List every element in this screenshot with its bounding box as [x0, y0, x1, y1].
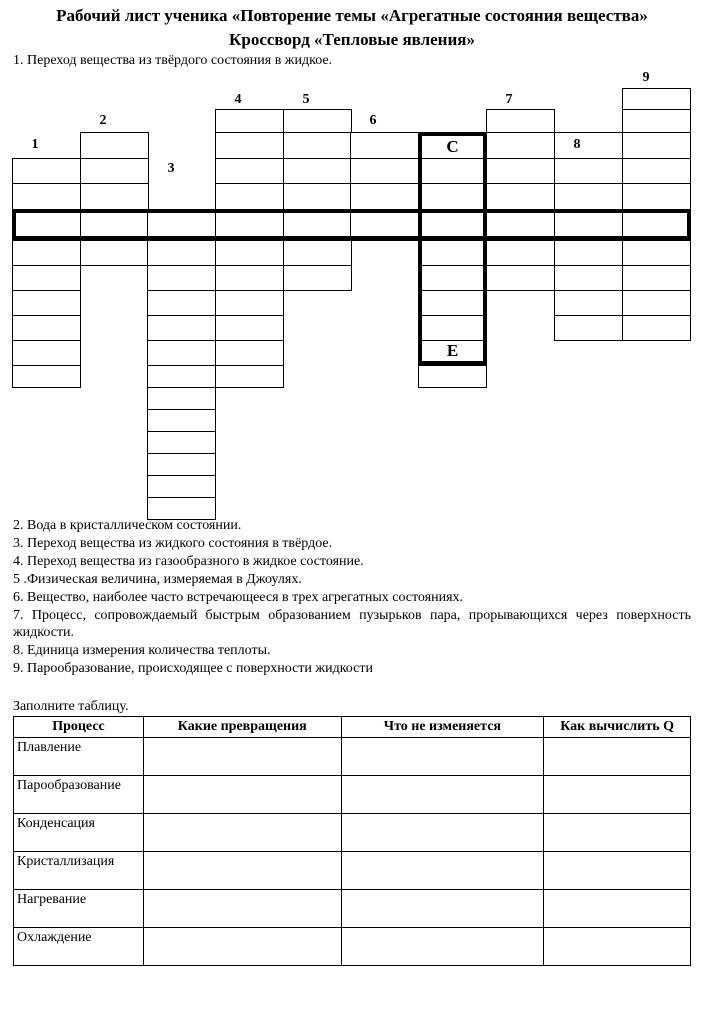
answer-cell[interactable] [544, 890, 691, 928]
answer-cell[interactable] [341, 738, 544, 776]
process-name: Кристаллизация [14, 852, 144, 890]
processes-table [13, 716, 691, 966]
crossword-cell[interactable] [486, 265, 555, 291]
crossword-cell[interactable] [147, 315, 216, 341]
table-row [14, 928, 691, 966]
crossword-cell[interactable] [80, 240, 149, 266]
crossword-title: Кроссворд «Тепловые явления» [229, 30, 475, 49]
crossword-cell[interactable] [12, 265, 81, 291]
answer-cell[interactable] [544, 776, 691, 814]
crossword-cell[interactable] [486, 158, 555, 184]
word-number-2: 2 [99, 113, 107, 128]
crossword-cell[interactable] [486, 183, 555, 210]
answer-cell[interactable] [341, 852, 544, 890]
process-name: Нагревание [14, 890, 144, 928]
crossword-cell[interactable] [350, 183, 419, 210]
crossword-cell[interactable] [283, 240, 352, 266]
crossword-cell[interactable] [215, 132, 284, 159]
crossword-cell[interactable] [80, 132, 149, 159]
given-letter-top: С [446, 137, 459, 156]
word-number-6: 6 [369, 113, 377, 128]
clue-3: 3. Переход вещества из жидкого состояния в твёрдое. [13, 536, 333, 551]
table-row [14, 890, 691, 928]
crossword-cell[interactable] [622, 240, 691, 266]
answer-cell[interactable] [143, 890, 341, 928]
crossword-cell[interactable] [418, 365, 487, 388]
crossword-cell[interactable] [554, 183, 623, 210]
header-process: Процесс [14, 717, 144, 738]
crossword-cell[interactable] [147, 475, 216, 498]
process-name: Охлаждение [14, 928, 144, 966]
table-row [14, 776, 691, 814]
crossword-cell[interactable] [215, 315, 284, 341]
crossword-cell[interactable] [622, 109, 691, 133]
answer-cell[interactable] [544, 852, 691, 890]
clue-8: 8. Единица измерения количества теплоты. [13, 643, 271, 658]
answer-cell[interactable] [544, 814, 691, 852]
clue-1: 1. Переход вещества из твёрдого состояния в жидкое. [13, 53, 333, 68]
clue-4: 4. Переход вещества из газообразного в жидкое состояние. [13, 554, 364, 569]
crossword-cell[interactable] [12, 290, 81, 316]
answer-cell[interactable] [341, 776, 544, 814]
given-letter-bottom: Е [446, 341, 459, 360]
crossword-cell[interactable] [215, 290, 284, 316]
crossword-cell[interactable] [147, 290, 216, 316]
crossword-cell[interactable] [554, 265, 623, 291]
crossword-cell[interactable] [283, 158, 352, 184]
table-row [14, 852, 691, 890]
crossword-cell[interactable] [350, 132, 419, 159]
header-formula-q: Как вычислить Q [544, 717, 691, 738]
header-unchanged: Что не изменяется [341, 717, 544, 738]
keyword-row-highlight [12, 209, 691, 240]
answer-cell[interactable] [544, 928, 691, 966]
crossword-cell[interactable] [147, 387, 216, 410]
answer-cell[interactable] [341, 890, 544, 928]
crossword-cell[interactable] [554, 315, 623, 341]
word-number-3: 3 [167, 161, 175, 176]
table-row [14, 814, 691, 852]
crossword-cell[interactable] [80, 158, 149, 184]
crossword-cell[interactable] [12, 240, 81, 266]
clue-6: 6. Вещество, наиболее часто встречающееся в трех агрегатных состояниях. [13, 590, 464, 605]
crossword-cell[interactable] [147, 265, 216, 291]
crossword-cell[interactable] [622, 290, 691, 316]
crossword-cell[interactable] [215, 158, 284, 184]
crossword-cell[interactable] [283, 132, 352, 159]
word-number-4: 4 [234, 92, 242, 107]
crossword-cell[interactable] [12, 183, 81, 210]
answer-cell[interactable] [143, 776, 341, 814]
table-header-row [14, 717, 691, 738]
word-number-7: 7 [505, 92, 513, 107]
crossword-cell[interactable] [147, 340, 216, 366]
crossword-cell[interactable] [215, 183, 284, 210]
word-number-1: 1 [31, 137, 39, 152]
crossword-cell[interactable] [147, 240, 216, 266]
crossword-cell[interactable] [622, 315, 691, 341]
crossword-cell[interactable] [215, 340, 284, 366]
word-number-9: 9 [642, 70, 650, 85]
answer-cell[interactable] [143, 738, 341, 776]
crossword-cell[interactable] [12, 340, 81, 366]
answer-cell[interactable] [341, 814, 544, 852]
crossword-cell[interactable] [283, 265, 352, 291]
crossword-cell[interactable] [554, 240, 623, 266]
crossword-cell[interactable] [283, 183, 352, 210]
crossword-cell[interactable] [486, 132, 555, 159]
crossword-cell[interactable] [622, 132, 691, 159]
answer-cell[interactable] [143, 852, 341, 890]
answer-cell[interactable] [544, 738, 691, 776]
crossword-cell[interactable] [147, 453, 216, 476]
crossword-cell[interactable] [80, 183, 149, 210]
crossword-cell[interactable] [12, 315, 81, 341]
keyword-column-highlight [418, 132, 487, 365]
clue-9: 9. Парообразование, происходящее с поверхности жидкости [13, 661, 373, 676]
answer-cell[interactable] [143, 814, 341, 852]
answer-cell[interactable] [143, 928, 341, 966]
process-name: Парообразование [14, 776, 144, 814]
process-name: Плавление [14, 738, 144, 776]
worksheet-title: Рабочий лист ученика «Повторение темы «Агрегатные состояния вещества» [56, 6, 648, 25]
crossword-cell[interactable] [283, 109, 352, 133]
crossword-cell[interactable] [215, 240, 284, 266]
crossword-cell[interactable] [622, 158, 691, 184]
crossword-cell[interactable] [554, 132, 623, 159]
clue-7: 7. Процесс, сопровождаемый быстрым образованием пузырьков пара, прорывающихся через поверхность жидкости. [13, 608, 691, 640]
table-row [14, 738, 691, 776]
crossword-cell[interactable] [554, 158, 623, 184]
crossword-cell[interactable] [350, 158, 419, 184]
crossword-cell[interactable] [147, 409, 216, 432]
crossword-cell[interactable] [215, 109, 284, 133]
word-number-5: 5 [302, 92, 310, 107]
crossword-cell[interactable] [486, 240, 555, 266]
crossword-cell[interactable] [12, 158, 81, 184]
crossword-cell[interactable] [622, 88, 691, 110]
crossword-cell[interactable] [486, 109, 555, 133]
header-transformations: Какие превращения [143, 717, 341, 738]
table-instruction: Заполните таблицу. [13, 699, 129, 714]
clue-5: 5 .Физическая величина, измеряемая в Джоулях. [13, 572, 302, 587]
crossword-cell[interactable] [554, 290, 623, 316]
process-name: Конденсация [14, 814, 144, 852]
crossword-cell[interactable] [622, 265, 691, 291]
crossword-cell[interactable] [147, 365, 216, 388]
word-number-8: 8 [573, 137, 581, 152]
crossword-cell[interactable] [147, 431, 216, 454]
crossword-cell[interactable] [215, 265, 284, 291]
clue-2: 2. Вода в кристаллическом состоянии. [13, 518, 242, 533]
crossword-cell[interactable] [215, 365, 284, 388]
crossword-cell[interactable] [12, 365, 81, 388]
crossword-cell[interactable] [622, 183, 691, 210]
answer-cell[interactable] [341, 928, 544, 966]
